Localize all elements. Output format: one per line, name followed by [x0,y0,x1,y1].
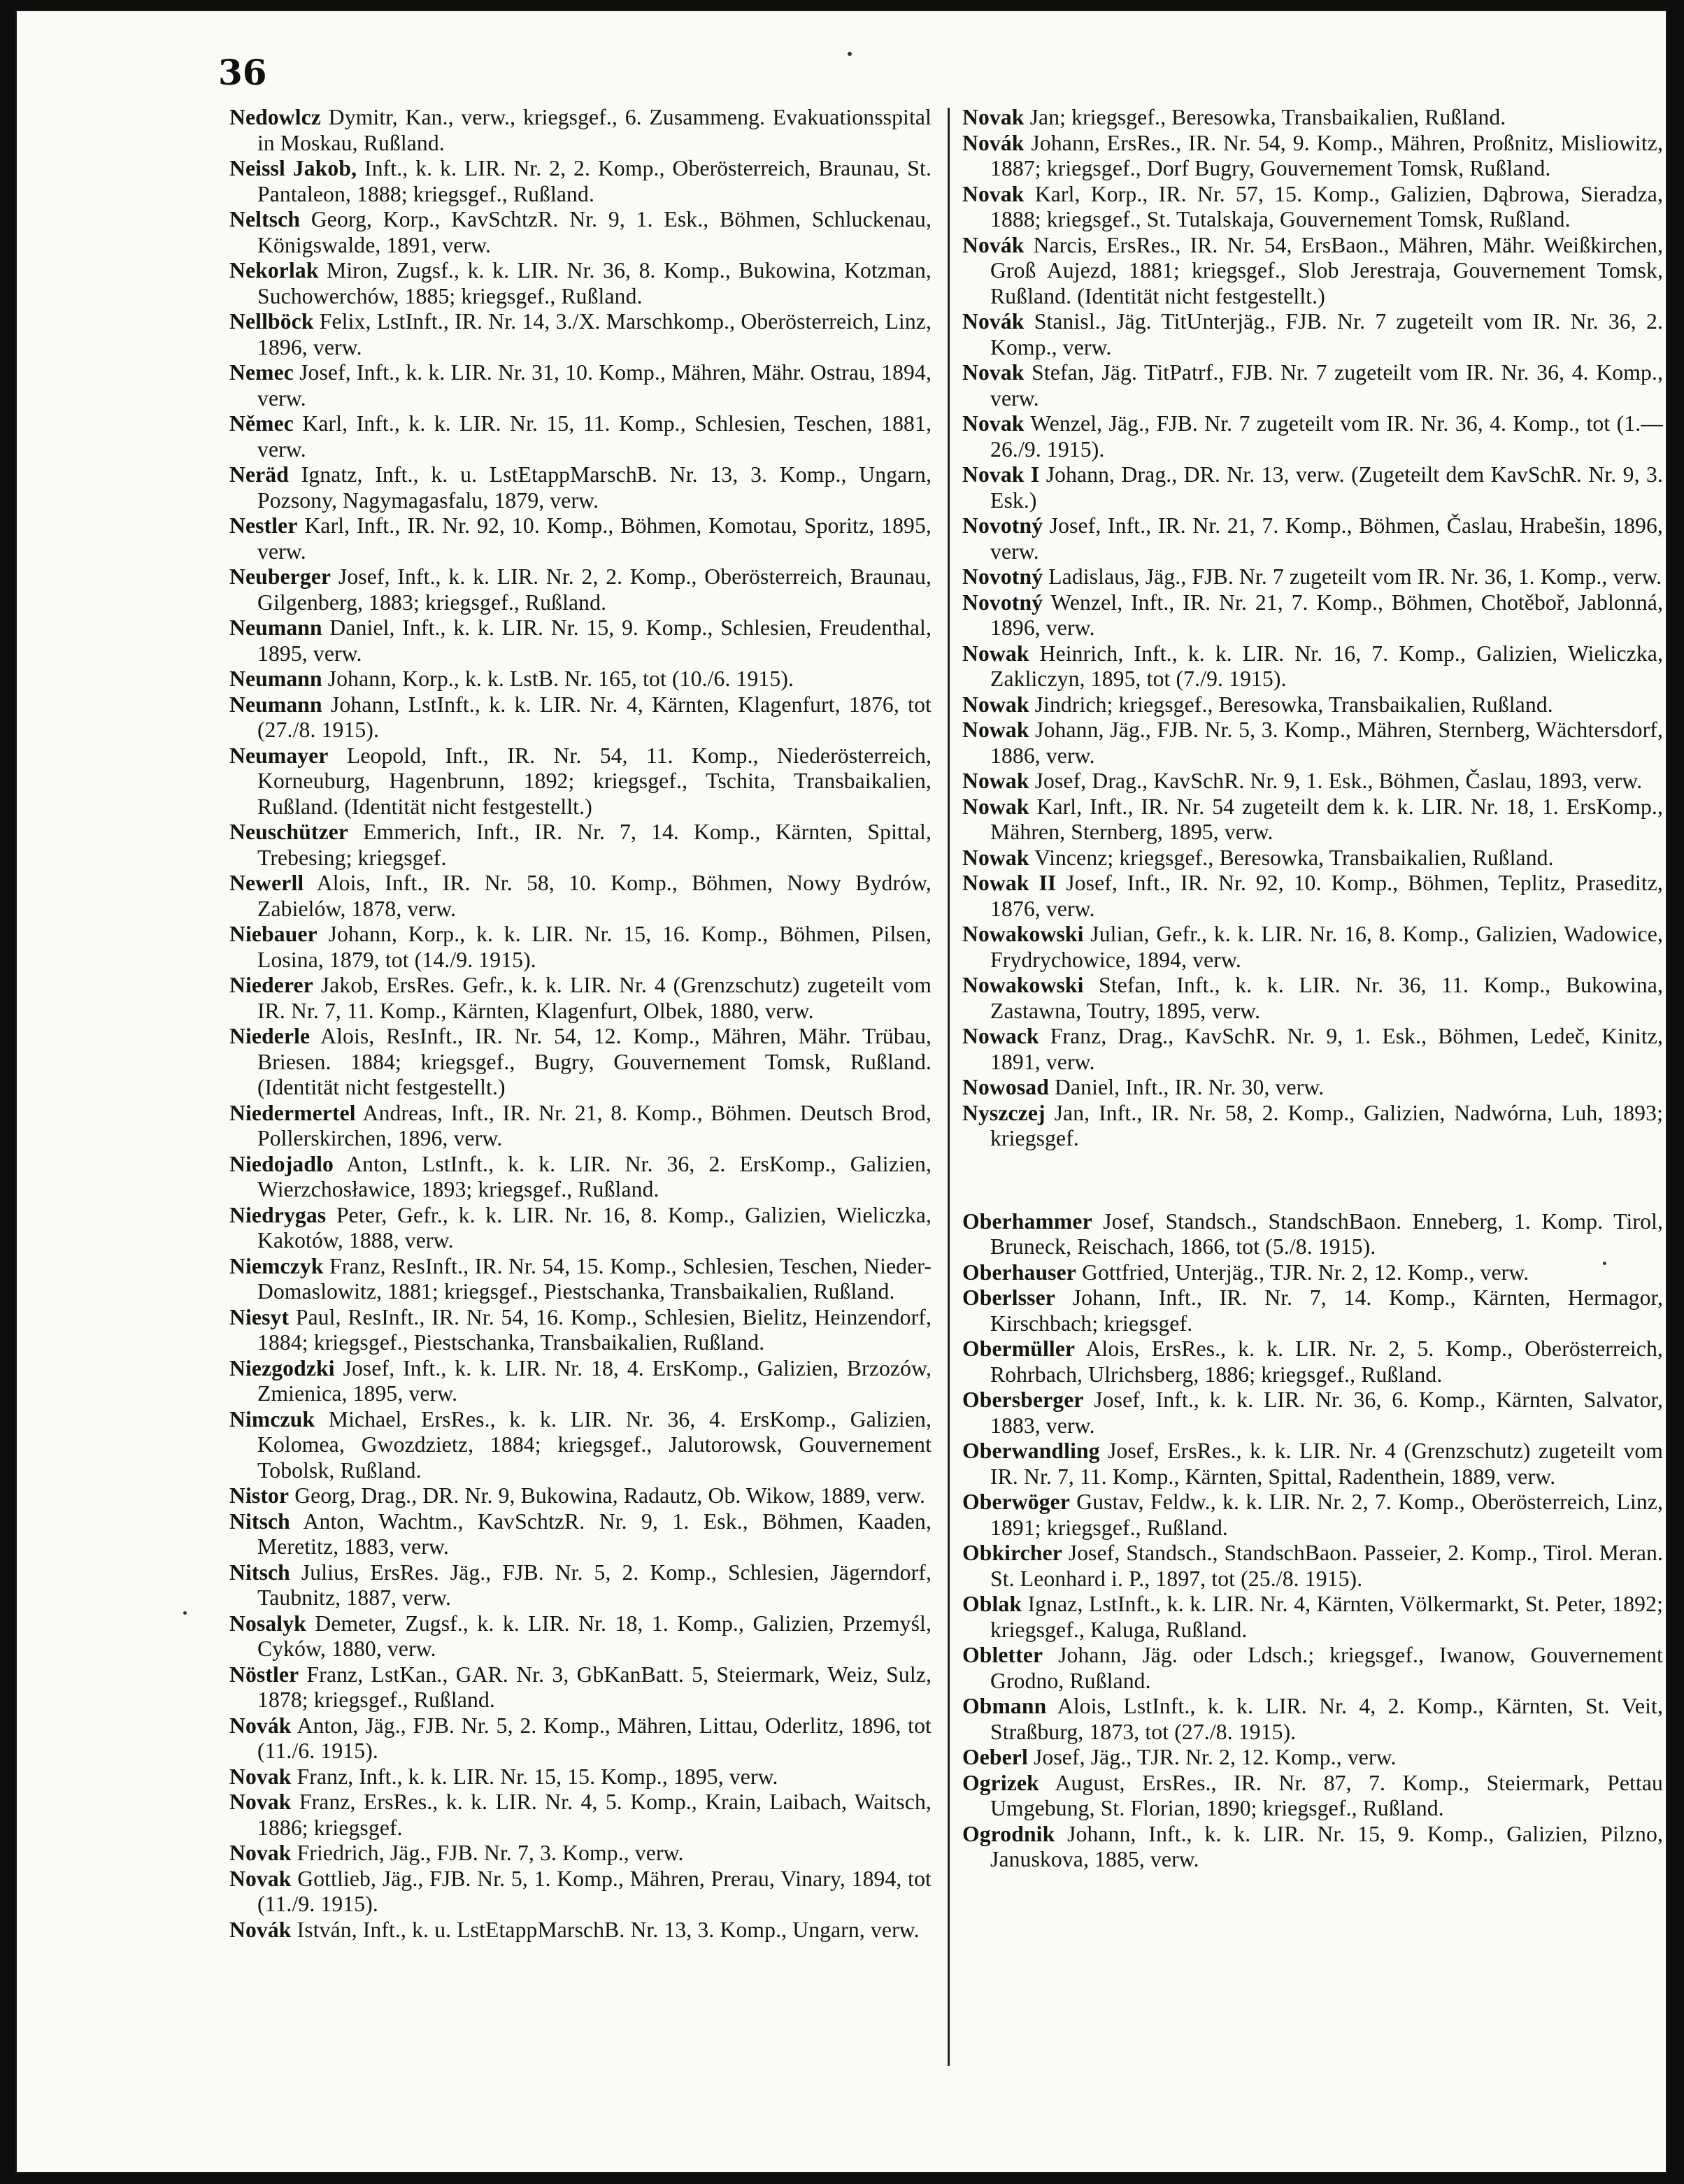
entry-surname: Oberwandling [962,1439,1100,1463]
list-item [229,1305,932,1356]
entry-details: Josef, Standsch., StandschBaon. Enneberg, 1. Komp. Tirol, Bruneck, Reischach, 1866, tot (5./8. 1915). [990,1208,1663,1259]
entry-surname: Nestler [229,513,298,538]
entry-details: Stanisl., Jäg. TitUnterjäg., FJB. Nr. 7 zugeteilt vom IR. Nr. 36, 2. Komp., verw. [990,309,1663,359]
print-speck [1603,1262,1606,1265]
list-item [229,1203,932,1254]
list-item [229,258,932,309]
list-item [962,1101,1663,1152]
entry-surname: Nosalyk [229,1611,306,1636]
entry-details: Anton, Wachtm., KavSchtzR. Nr. 9, 1. Esk., Böhmen, Kaaden, Meretitz, 1883, verw. [257,1508,932,1559]
entry-surname: Nyszczej [962,1100,1046,1125]
list-item [962,1643,1663,1694]
entry-details: Josef, Inft., k. k. LIR. Nr. 2, 2. Komp., Oberösterreich, Braunau, Gilgenberg, 1883; kriegsgef., Rußland. [257,564,932,615]
entry-details: Johann, LstInft., k. k. LIR. Nr. 4, Kärnten, Klagenfurt, 1876, tot (27./8. 1915). [257,692,932,742]
entry-details: Johann, ErsRes., IR. Nr. 54, 9. Komp., Mähren, Proßnitz, Misliowitz, 1887; kriegsgef., Dorf Bugry, Gouvernement Tomsk, Rußland. [990,130,1663,180]
entry-details: Franz, LstKan., GAR. Nr. 3, GbKanBatt. 5, Steiermark, Weiz, Sulz, 1878; kriegsgef., Rußland. [257,1662,932,1712]
entry-details: Julius, ErsRes. Jäg., FJB. Nr. 5, 2. Komp., Schlesien, Jägerndorf, Taubnitz, 1887, verw. [257,1560,932,1610]
list-item [962,1024,1663,1075]
print-speck [183,1611,187,1615]
entry-details: Jakob, ErsRes. Gefr., k. k. LIR. Nr. 4 (Grenzschutz) zugeteilt vom IR. Nr. 7, 11. Komp., Kärnten, Klagenfurt, Olbek, 1880, verw. [257,973,932,1023]
entry-surname: Oblak [962,1592,1022,1616]
entry-details: Franz, ErsRes., k. k. LIR. Nr. 4, 5. Komp., Krain, Laibach, Waitsch, 1886; kriegsgef. [257,1790,932,1840]
list-item [229,871,932,922]
entry-details: Josef, Inft., IR. Nr. 92, 10. Komp., Böhmen, Teplitz, Praseditz, 1876, verw. [990,871,1663,921]
left-column [229,105,932,1943]
entry-details: Johann, Korp., k. k. LstB. Nr. 165, tot (10./6. 1915). [322,666,794,691]
entry-surname: Nowakowski [962,973,1084,997]
entry-surname: Niesyt [229,1304,290,1329]
entry-surname: Obkircher [962,1541,1062,1565]
entry-details: Anton, LstInft., k. k. LIR. Nr. 36, 2. ErsKomp., Galizien, Wierzchosławice, 1893; kriegsgef., Rußland. [257,1151,932,1201]
entry-details: Gustav, Feldw., k. k. LIR. Nr. 2, 7. Komp., Oberösterreich, Linz, 1891; kriegsgef., Rußland. [990,1490,1663,1540]
entry-surname: Ogrizek [962,1770,1039,1795]
entry-surname: Nitsch [229,1560,290,1585]
entry-details: Johann, Drag., DR. Nr. 13, verw. (Zugeteilt dem KavSchR. Nr. 9, 3. Esk.) [990,462,1663,513]
list-item [962,973,1663,1024]
entry-surname: Neumann [229,666,322,691]
entry-details: Miron, Zugsf., k. k. LIR. Nr. 36, 8. Komp., Bukowina, Kotzman, Suchowerchów, 1885; kriegsgef., Rußland. [257,258,932,308]
entry-details: Wenzel, Jäg., FJB. Nr. 7 zugeteilt vom IR. Nr. 36, 4. Komp., tot (1.—26./9. 1915). [990,411,1663,462]
entry-details: Alois, LstInft., k. k. LIR. Nr. 4, 2. Komp., Kärnten, St. Veit, Straßburg, 1873, tot (27./8. 1915). [990,1694,1663,1744]
entry-surname: Nöstler [229,1662,299,1687]
entry-details: Daniel, Inft., k. k. LIR. Nr. 15, 9. Komp., Schlesien, Freudenthal, 1895, verw. [257,615,932,666]
entry-surname: Novotný [962,564,1043,589]
list-item [229,462,932,513]
entry-details: Gottfried, Unterjäg., TJR. Nr. 2, 12. Komp., verw. [1076,1259,1529,1285]
list-item [962,1285,1663,1336]
entry-details: Johann, Inft., IR. Nr. 7, 14. Komp., Kärnten, Hermagor, Kirschbach; kriegsgef. [990,1285,1663,1336]
list-item [229,1024,932,1101]
list-item [229,1509,932,1560]
entry-details: Heinrich, Inft., k. k. LIR. Nr. 16, 7. Komp., Galizien, Wieliczka, Zakliczyn, 1895, tot (7./9. 1915). [990,641,1663,691]
entry-surname: Niederer [229,973,313,997]
entry-surname: Neumayer [229,743,329,768]
entry-details: Georg, Drag., DR. Nr. 9, Bukowina, Radautz, Ob. Wikow, 1889, verw. [289,1483,926,1508]
entry-surname: Neuschützer [229,820,349,844]
entry-details: Demeter, Zugsf., k. k. LIR. Nr. 18, 1. Komp., Galizien, Przemyśl, Cyków, 1880, verw. [257,1611,932,1661]
list-item [962,692,1663,718]
list-item [962,871,1663,922]
list-item [962,360,1663,411]
list-item [229,1483,932,1509]
list-item [229,1764,932,1790]
entry-surname: Oberhauser [962,1259,1076,1285]
entry-details: Ladislaus, Jäg., FJB. Nr. 7 zugeteilt vom IR. Nr. 36, 1. Komp., verw. [1043,564,1662,589]
entry-surname: Obletter [962,1643,1043,1667]
list-item [962,105,1663,131]
entry-details: Daniel, Inft., IR. Nr. 30, verw. [1048,1075,1325,1099]
entry-surname: Novak [962,411,1025,436]
list-item [962,1075,1663,1101]
entry-surname: Nimczuk [229,1406,315,1432]
entry-details: Josef, Standsch., StandschBaon. Passeier, 2. Komp., Tirol. Meran. St. Leonhard i. P., 1897, tot (25./8. 1915). [990,1541,1663,1591]
entry-surname: Nowosad [962,1075,1049,1099]
entry-surname: Nowak [962,769,1029,793]
list-item [962,1541,1663,1592]
page-number: 36 [218,52,267,93]
entry-surname: Nowak [962,641,1029,666]
entry-surname: Nekorlak [229,258,319,283]
entry-surname: Neräd [229,462,289,487]
entry-surname: Niebauer [229,922,317,946]
entry-details: Josef, ErsRes., k. k. LIR. Nr. 4 (Grenzschutz) zugeteilt vom IR. Nr. 7, 11. Komp., Kärnten, Spittal, Radenthein, 1889, verw. [990,1439,1663,1489]
section-gap [962,1152,1663,1209]
list-item [229,820,932,871]
entry-details: Josef, Inft., k. k. LIR. Nr. 31, 10. Komp., Mähren, Mähr. Ostrau, 1894, verw. [257,360,932,411]
entry-details: Franz, Inft., k. k. LIR. Nr. 15, 15. Komp., 1895, verw. [291,1764,778,1789]
entry-surname: Obermüller [962,1336,1076,1361]
entry-surname: Novak [229,1841,292,1865]
entry-details: Dymitr, Kan., verw., kriegsgef., 6. Zusammeng. Evakuationsspital in Moskau, Rußland. [257,105,932,155]
entry-surname: Novak [229,1790,292,1814]
entry-surname: Nowakowski [962,922,1084,946]
entry-details: Wenzel, Inft., IR. Nr. 21, 7. Komp., Böhmen, Chotěboř, Jablonná, 1896, verw. [990,590,1663,640]
entry-surname: Niedrygas [229,1202,327,1227]
entry-details: Felix, LstInft., IR. Nr. 14, 3./X. Marschkomp., Oberösterreich, Linz, 1896, verw. [257,309,932,359]
entry-details: Johann, Korp., k. k. LIR. Nr. 15, 16. Komp., Böhmen, Pilsen, Losina, 1879, tot (14./9. 1915). [257,922,932,972]
entry-surname: Obmann [962,1694,1047,1718]
list-item [229,564,932,615]
list-item [962,182,1663,233]
entry-surname: Novak [962,360,1025,385]
n-section [962,105,1663,1152]
list-item [962,1745,1663,1771]
entry-details: Narcis, ErsRes., IR. Nr. 54, ErsBaon., Mähren, Mähr. Weißkirchen, Groß Aujezd, 1881; kriegsgef., Slob Jerestraja, Gouvernement Tomsk, Rußland. (Identität nicht festgestellt.) [990,232,1663,308]
entry-details: Alois, ResInft., IR. Nr. 54, 12. Komp., Mähren, Mähr. Trübau, Briesen. 1884; kriegsgef., Bugry, Gouvernement Tomsk, Rußland. (Identität nicht festgestellt.) [257,1024,932,1099]
list-item [229,1611,932,1662]
entry-details: Franz, ResInft., IR. Nr. 54, 15. Komp., Schlesien, Teschen, Nieder-Domaslowitz, 1881; kriegsgef., Piestschanka, Transbaikalien, Rußland. [257,1253,932,1304]
entry-surname: Nemec [229,360,294,385]
column-divider [948,108,950,2066]
entry-details: Josef, Drag., KavSchR. Nr. 9, 1. Esk., Böhmen, Časlau, 1893, verw. [1029,769,1643,793]
entry-surname: Nowak [962,845,1029,870]
list-item [962,233,1663,310]
list-item [962,1336,1663,1387]
right-column [962,105,1663,1873]
entry-details: Stefan, Inft., k. k. LIR. Nr. 36, 11. Komp., Bukowina, Zastawna, Toutry, 1895, verw. [990,973,1663,1023]
list-item [229,1867,932,1918]
entry-details: Paul, ResInft., IR. Nr. 54, 16. Komp., Schlesien, Bielitz, Heinzendorf, 1884; kriegsgef., Piestschanka, Transbaikalien, Rußland. [257,1304,932,1355]
entry-surname: Niedermertel [229,1100,356,1125]
print-speck [848,52,852,56]
entry-details: Georg, Korp., KavSchtzR. Nr. 9, 1. Esk., Böhmen, Schluckenau, Königswalde, 1891, verw. [257,207,932,257]
entry-surname: Nitsch [229,1508,290,1534]
list-item [229,156,932,207]
list-item [229,1152,932,1203]
list-item [229,922,932,973]
entry-surname: Novak [229,1764,292,1789]
list-item [962,1490,1663,1541]
list-item [962,922,1663,973]
entry-details: Vincenz; kriegsgef., Beresowka, Transbaikalien, Rußland. [1029,845,1554,870]
entry-surname: Nowak II [962,871,1057,895]
list-item [962,309,1663,360]
entry-details: Alois, ErsRes., k. k. LIR. Nr. 2, 5. Komp., Oberösterreich, Rohrbach, Ulrichsberg, 1886; kriegsgef., Rußland. [990,1336,1663,1387]
entry-surname: Nellböck [229,309,314,334]
list-item [962,1439,1663,1490]
entry-surname: Oberhammer [962,1208,1092,1234]
list-item [229,1254,932,1305]
list-item [962,513,1663,564]
entry-surname: Nowak [962,718,1029,742]
list-item [962,590,1663,641]
list-item [229,973,932,1024]
entry-surname: Oeberl [962,1745,1028,1769]
list-item [962,1771,1663,1822]
list-item [962,769,1663,794]
entry-surname: Novák [962,130,1025,155]
entry-details: Friedrich, Jäg., FJB. Nr. 7, 3. Komp., verw. [291,1841,684,1865]
entry-details: Johann, Inft., k. k. LIR. Nr. 15, 9. Komp., Galizien, Pilzno, Januskova, 1885, verw. [990,1821,1663,1871]
entry-surname: Nowak [962,692,1029,717]
list-item [962,794,1663,845]
entry-details: Ignaz, LstInft., k. k. LIR. Nr. 4, Kärnten, Völkermarkt, St. Peter, 1892; kriegsgef., Kaluga, Rußland. [990,1592,1663,1642]
entry-surname: Newerll [229,871,304,895]
o-section [962,1209,1663,1873]
list-item [229,1790,932,1841]
entry-surname: Obersberger [962,1387,1084,1412]
entry-surname: Nistor [229,1483,290,1508]
entry-surname: Ogrodnik [962,1821,1055,1846]
list-item [229,1407,932,1484]
list-item [962,411,1663,462]
entry-surname: Novak [962,105,1025,129]
list-item [229,692,932,743]
entry-details: Stefan, Jäg. TitPatrf., FJB. Nr. 7 zugeteilt vom IR. Nr. 36, 4. Komp., verw. [990,360,1663,411]
entry-surname: Nedowlcz [229,105,322,129]
list-item [962,1822,1663,1873]
entry-surname: Němec [229,411,294,436]
list-item [229,207,932,258]
entry-details: Anton, Jäg., FJB. Nr. 5, 2. Komp., Mähren, Littau, Oderlitz, 1896, tot (11./6. 1915). [257,1713,932,1763]
entry-surname: Neltsch [229,207,301,231]
list-item [962,845,1663,871]
list-item [229,309,932,360]
entry-details: Jan, Inft., IR. Nr. 58, 2. Komp., Galizien, Nadwórna, Luh, 1893; kriegsgef. [990,1100,1663,1150]
list-item [229,1560,932,1611]
entry-details: István, Inft., k. u. LstEtappMarschB. Nr. 13, 3. Komp., Ungarn, verw. [291,1917,920,1942]
list-item [962,1694,1663,1745]
entry-surname: Novák [229,1917,292,1942]
entry-surname: Oberlsser [962,1285,1055,1310]
list-item [962,1260,1663,1286]
list-item [962,462,1663,513]
list-item [229,1841,932,1867]
page-sheet [15,10,1667,2174]
entry-details: Peter, Gefr., k. k. LIR. Nr. 16, 8. Komp., Galizien, Wieliczka, Kakotów, 1888, verw. [257,1202,932,1252]
entry-details: Julian, Gefr., k. k. LIR. Nr. 16, 8. Komp., Galizien, Wadowice, Frydrychowice, 1894, verw. [990,922,1663,972]
entry-details: Karl, Inft., IR. Nr. 54 zugeteilt dem k. k. LIR. Nr. 18, 1. ErsKomp., Mähren, Sternberg, 1895, verw. [990,794,1663,844]
entry-details: Josef, Inft., k. k. LIR. Nr. 18, 4. ErsKomp., Galizien, Brzozów, Zmienica, 1895, verw. [257,1355,932,1406]
entry-details: Franz, Drag., KavSchR. Nr. 9, 1. Esk., Böhmen, Ledeč, Kinitz, 1891, verw. [990,1024,1663,1074]
list-item [229,1356,932,1407]
entry-surname: Niedojadlo [229,1151,334,1176]
entry-details: Jan; kriegsgef., Beresowka, Transbaikalien, Rußland. [1024,105,1506,129]
list-item [229,1918,932,1943]
entry-surname: Nowack [962,1024,1039,1048]
entry-details: Alois, Inft., IR. Nr. 58, 10. Komp., Böhmen, Nowy Bydrów, Zabielów, 1878, verw. [257,871,932,921]
entry-details: Inft., k. k. LIR. Nr. 2, 2. Komp., Oberösterreich, Braunau, St. Pantaleon, 1888; kriegsgef., Rußland. [257,156,932,206]
entry-surname: Novak [962,181,1025,206]
entry-surname: Novotný [962,513,1043,538]
entry-details: Josef, Jäg., TJR. Nr. 2, 12. Komp., verw. [1027,1745,1397,1769]
list-item [229,1713,932,1764]
list-item [962,131,1663,182]
list-item [962,1209,1663,1260]
entry-surname: Niederle [229,1024,311,1048]
entry-surname: Novák [229,1713,292,1738]
entry-details: Johann, Jäg. oder Ldsch.; kriegsgef., Iwanow, Gouvernement Grodno, Rußland. [990,1643,1663,1693]
entry-details: Michael, ErsRes., k. k. LIR. Nr. 36, 4. ErsKomp., Galizien, Kolomea, Gwozdzietz, 1884; kriegsgef., Jalutorowsk, Gouvernement Tobolsk, Rußland. [257,1406,932,1483]
list-item [962,564,1663,590]
list-item [229,615,932,666]
list-item [962,718,1663,769]
list-item [229,666,932,692]
entry-surname: Nowak [962,794,1029,819]
entry-details: Josef, Inft., k. k. LIR. Nr. 36, 6. Komp., Kärnten, Salvator, 1883, verw. [990,1387,1663,1438]
list-item [229,411,932,462]
entry-details: Ignatz, Inft., k. u. LstEtappMarschB. Nr. 13, 3. Komp., Ungarn, Pozsony, Nagymagasfalu, 1879, verw. [257,462,932,513]
entry-details: Andreas, Inft., IR. Nr. 21, 8. Komp., Böhmen. Deutsch Brod, Pollerskirchen, 1896, verw. [257,1100,932,1150]
entry-surname: Novak [229,1866,292,1891]
list-item [229,360,932,411]
list-item [229,743,932,820]
entry-details: Jindrich; kriegsgef., Beresowka, Transbaikalien, Rußland. [1029,692,1553,717]
entry-details: Emmerich, Inft., IR. Nr. 7, 14. Komp., Kärnten, Spittal, Trebesing; kriegsgef. [257,820,932,870]
entry-surname: Neuberger [229,564,331,589]
entry-surname: Neumann [229,692,322,717]
list-item [229,513,932,564]
entry-surname: Novák [962,232,1025,257]
entry-details: Karl, Korp., IR. Nr. 57, 15. Komp., Galizien, Dąbrowa, Sieradza, 1888; kriegsgef., St. Tutalskaja, Gouvernement Tomsk, Rußland. [990,181,1663,231]
entry-surname: Novotný [962,590,1043,615]
entry-surname: Niezgodzki [229,1355,335,1380]
entry-surname: Niemczyk [229,1253,324,1278]
list-item [229,1662,932,1713]
entry-details: Karl, Inft., IR. Nr. 92, 10. Komp., Böhmen, Komotau, Sporitz, 1895, verw. [257,513,932,564]
entry-details: Johann, Jäg., FJB. Nr. 5, 3. Komp., Mähren, Sternberg, Wächtersdorf, 1886, verw. [990,718,1663,768]
entry-surname: Neissl Jakob, [229,156,357,180]
entry-surname: Oberwöger [962,1490,1070,1514]
list-item [229,105,932,156]
entry-details: Karl, Inft., k. k. LIR. Nr. 15, 11. Komp., Schlesien, Teschen, 1881, verw. [257,411,932,462]
list-item [962,641,1663,692]
list-item [229,1101,932,1152]
entry-surname: Novak I [962,462,1040,487]
entry-details: August, ErsRes., IR. Nr. 87, 7. Komp., Steiermark, Pettau Umgebung, St. Florian, 1890; kriegsgef., Rußland. [990,1770,1663,1820]
entry-details: Josef, Inft., IR. Nr. 21, 7. Komp., Böhmen, Časlau, Hrabešin, 1896, verw. [990,513,1663,564]
entry-details: Gottlieb, Jäg., FJB. Nr. 5, 1. Komp., Mähren, Prerau, Vinary, 1894, tot (11./9. 1915). [257,1866,932,1916]
list-item [962,1387,1663,1439]
entry-details: Leopold, Inft., IR. Nr. 54, 11. Komp., Niederösterreich, Korneuburg, Hagenbrunn, 1892; kriegsgef., Tschita, Transbaikalien, Rußland. (Identität nicht festgestellt.) [257,743,932,819]
entry-surname: Neumann [229,615,322,640]
list-item [962,1592,1663,1643]
entry-surname: Novák [962,309,1025,334]
